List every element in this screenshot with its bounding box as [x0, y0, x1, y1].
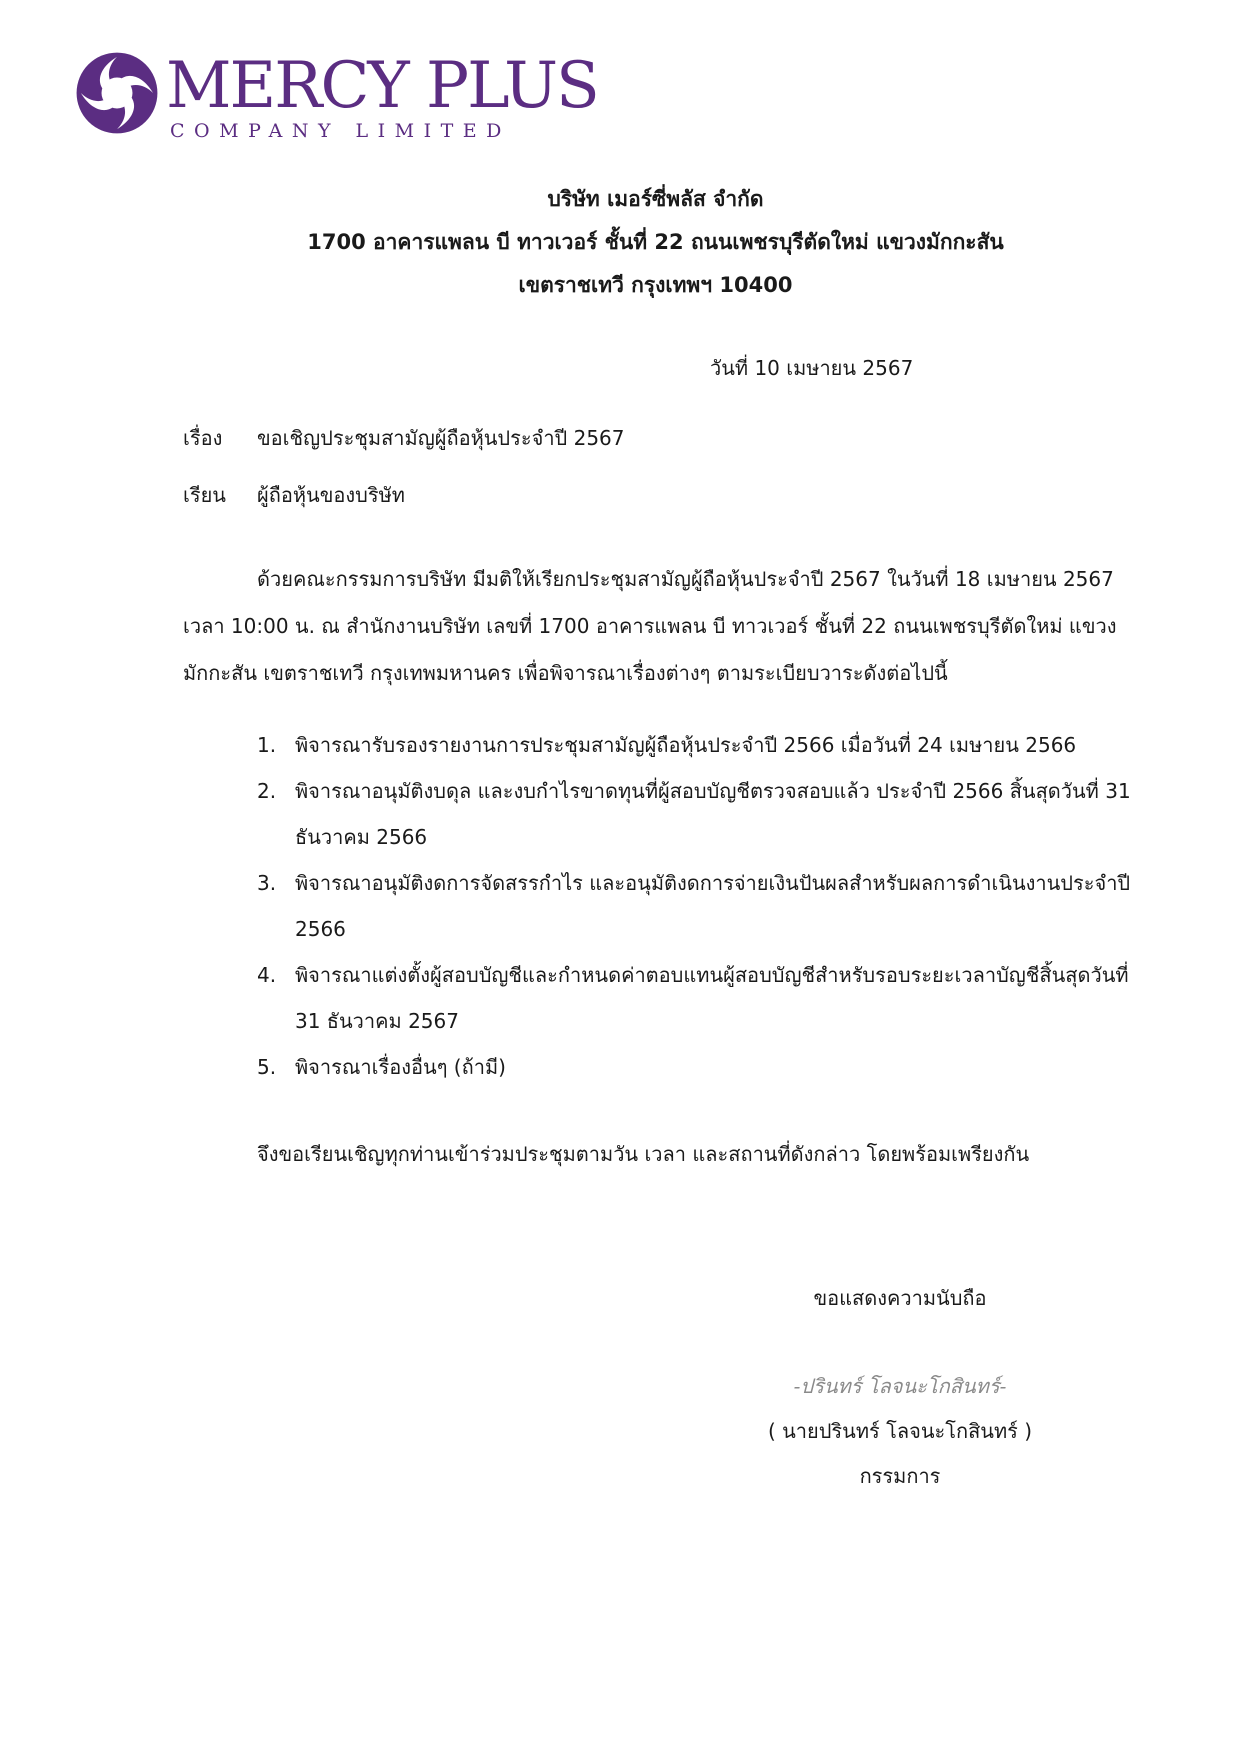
- logo-mark-icon: [74, 50, 160, 136]
- signer-title: กรรมการ: [859, 1464, 941, 1488]
- agenda-item: [257, 1044, 1137, 1090]
- subject-label: เรื่อง: [183, 426, 223, 450]
- agenda-item: [257, 952, 1137, 1044]
- agenda-text: พิจารณาอนุมัติงดการจัดสรรกำไร และอนุมัติงดการจ่ายเงินปันผลสำหรับผลการดำเนินงานประจำปี 2566: [295, 871, 1131, 941]
- logo-name: MERCY PLUS: [166, 49, 598, 123]
- signature: -ปรินทร์ โลจนะโกสินทร์-: [793, 1374, 1007, 1398]
- regards: ขอแสดงความนับถือ: [813, 1286, 987, 1310]
- subject-line: [183, 422, 625, 454]
- body-paragraph: [183, 556, 1128, 697]
- agenda-text: พิจารณาแต่งตั้งผู้สอบบัญชีและกำหนดค่าตอบแทนผู้สอบบัญชีสำหรับรอบระยะเวลาบัญชีสิ้นสุดวันที่ 31 ธันวาคม 2567: [295, 963, 1129, 1033]
- closing-line: จึงขอเรียนเชิญทุกท่านเข้าร่วมประชุมตามวัน เวลา และสถานที่ดังกล่าว โดยพร้อมเพรียงกัน: [257, 1142, 1030, 1166]
- agenda-number: 5.: [257, 1055, 277, 1079]
- agenda-number: 3.: [257, 871, 277, 895]
- agenda-item: [257, 722, 1137, 768]
- agenda-number: 2.: [257, 779, 277, 803]
- agenda-text: พิจารณารับรองรายงานการประชุมสามัญผู้ถือหุ้นประจำปี 2566 เมื่อวันที่ 24 เมษายน 2566: [295, 733, 1077, 757]
- letter-date: วันที่ 10 เมษายน 2567: [710, 356, 914, 380]
- company-address-line2: เขตราชเทวี กรุงเทพฯ 10400: [518, 273, 793, 297]
- agenda-number: 1.: [257, 733, 277, 757]
- body-text: ด้วยคณะกรรมการบริษัท มีมติให้เรียกประชุมสามัญผู้ถือหุ้นประจำปี 2567 ในวันที่ 18 เมษายน 2567 เวลา 10:00 น. ณ สำนักงานบริษัท เลขที่ 1700 อาคารแพลน บี ทาวเวอร์ ชั้นที่ 22 ถนนเพชรบุรีตัดใหม่ แขวงมักกะสัน เขตราชเทวี กรุงเทพมหานคร เพื่อพิจารณาเรื่องต่างๆ ตามระเบียบวาระดังต่อไปนี้: [183, 567, 1117, 685]
- recipient-line: [183, 479, 405, 511]
- recipient-label: เรียน: [183, 483, 226, 507]
- signer-name: ( นายปรินทร์ โลจนะโกสินทร์ ): [767, 1419, 1033, 1443]
- company-address-line1: 1700 อาคารแพลน บี ทาวเวอร์ ชั้นที่ 22 ถนนเพชรบุรีตัดใหม่ แขวงมักกะสัน: [307, 230, 1004, 254]
- agenda-number: 4.: [257, 963, 277, 987]
- recipient-value: ผู้ถือหุ้นของบริษัท: [257, 483, 405, 507]
- agenda-item: [257, 768, 1137, 860]
- logo-subtitle: COMPANY LIMITED: [170, 120, 511, 142]
- agenda-text: พิจารณาอนุมัติงบดุล และงบกำไรขาดทุนที่ผู้สอบบัญชีตรวจสอบแล้ว ประจำปี 2566 สิ้นสุดวันที่ 31 ธันวาคม 2566: [295, 779, 1131, 849]
- agenda-text: พิจารณาเรื่องอื่นๆ (ถ้ามี): [295, 1055, 506, 1079]
- subject-value: ขอเชิญประชุมสามัญผู้ถือหุ้นประจำปี 2567: [257, 426, 625, 450]
- agenda-list: [257, 722, 1137, 1090]
- company-name: บริษัท เมอร์ซี่พลัส จำกัด: [547, 187, 764, 211]
- company-logo: [74, 48, 598, 148]
- agenda-item: [257, 860, 1137, 952]
- company-header: [0, 178, 1241, 307]
